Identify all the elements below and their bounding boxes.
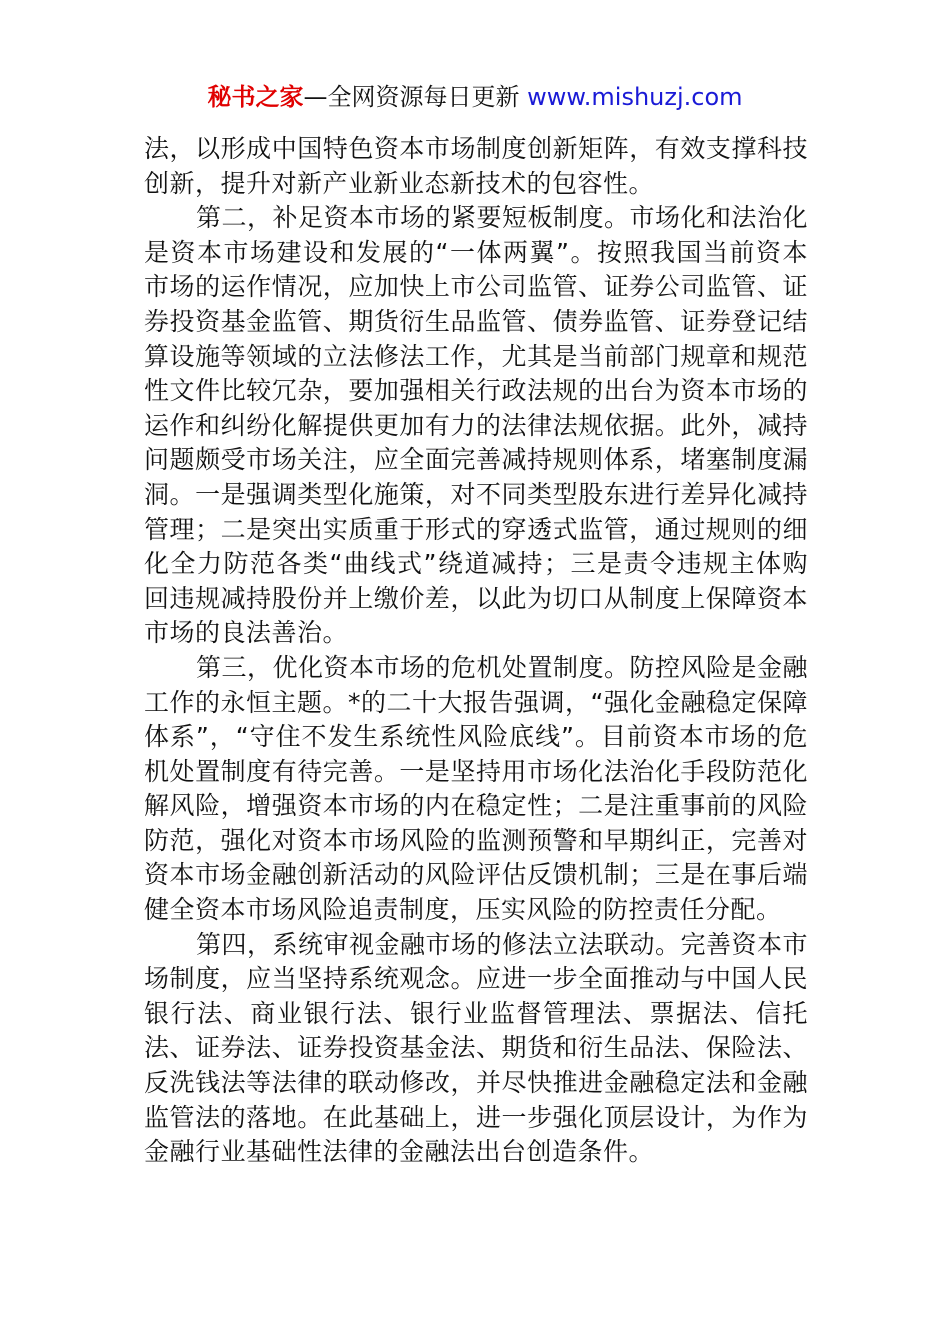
- document-body: [144, 132, 808, 1170]
- site-brand: 秘书之家: [207, 83, 304, 111]
- site-url[interactable]: www.mishuzj.com: [527, 83, 743, 111]
- paragraph-third: 第三，优化资本市场的危机处置制度。防控风险是金融工作的永恒主题。*的二十大报告强调，“强化金融稳定保障体系”，“守住不发生系统性风险底线”。目前资本市场的危机处置制度有待完善。一是坚持用市场化法治化手段防范化解风险，增强资本市场的内在稳定性；二是注重事前的风险防范，强化对资本市场风险的监测预警和早期纠正，完善对资本市场金融创新活动的风险评估反馈机制；三是在事后端健全资本市场风险追责制度，压实风险的防控责任分配。: [144, 652, 809, 925]
- paragraph-second: 第二，补足资本市场的紧要短板制度。市场化和法治化是资本市场建设和发展的“一体两翼”。按照我国当前资本市场的运作情况，应加快上市公司监管、证券公司监管、证券投资基金监管、期货衍生品监管、债券监管、证券登记结算设施等领域的立法修法工作，尤其是当前部门规章和规范性文件比较冗杂，要加强相关行政法规的出台为资本市场的运作和纠纷化解提供更加有力的法律法规依据。此外，减持问题颇受市场关注，应全面完善减持规则体系，堵塞制度漏洞。一是强调类型化施策，对不同类型股东进行差异化减持管理；二是突出实质重于形式的穿透式监管，通过规则的细化全力防范各类“曲线式”绕道减持；三是责令违规主体购回违规减持股份并上缴价差，以此为切口从制度上保障资本市场的良法善治。: [144, 203, 809, 648]
- site-header: [0, 80, 950, 114]
- paragraph-fourth: 第四，系统审视金融市场的修法立法联动。完善资本市场制度，应当坚持系统观念。应进一步全面推动与中国人民银行法、商业银行法、银行业监督管理法、票据法、信托法、证券法、证券投资基金法、期货和衍生品法、保险法、反洗钱法等法律的联动修改，并尽快推进金融稳定法和金融监管法的落地。在此基础上，进一步强化顶层设计，为作为金融行业基础性法律的金融法出台创造条件。: [144, 929, 809, 1167]
- site-tagline: —全网资源每日更新: [303, 83, 528, 111]
- paragraph-continuation: 法，以形成中国特色资本市场制度创新矩阵，有效支撑科技创新，提升对新产业新业态新技术的包容性。: [144, 134, 808, 198]
